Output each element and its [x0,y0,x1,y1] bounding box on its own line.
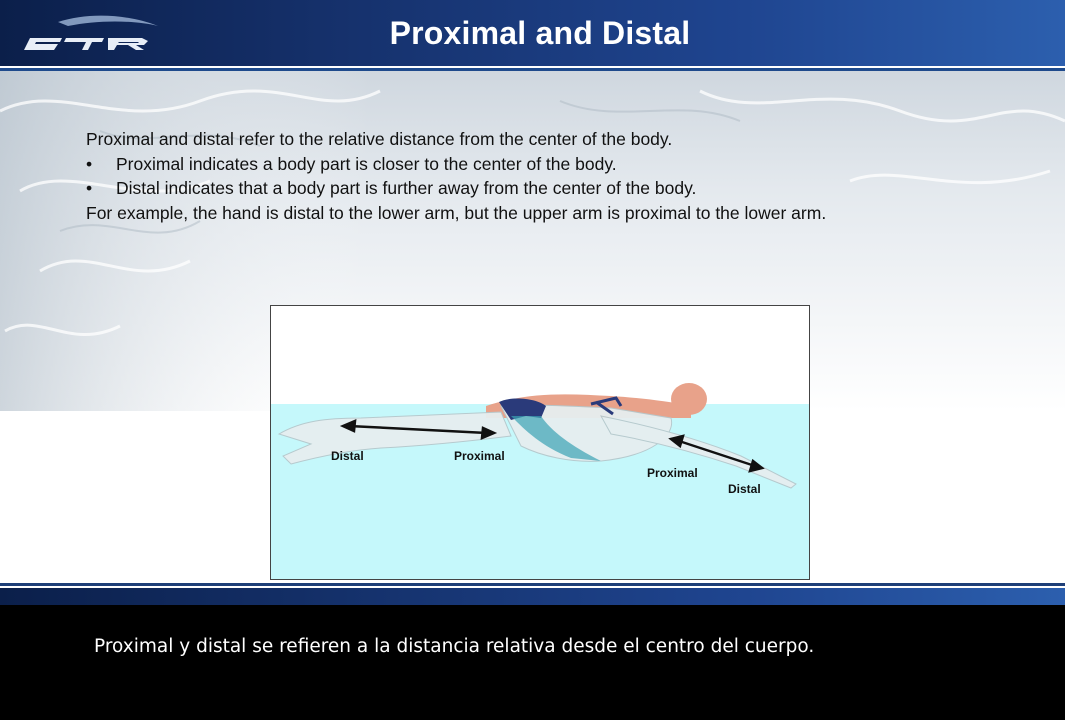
intro-text: Proximal and distal refer to the relative distance from the center of the body. [86,129,673,149]
example-text: For example, the hand is distal to the lower arm, but the upper arm is proximal to the lower arm. [86,202,827,223]
label-leg-proximal: Proximal [454,449,505,463]
body-text [86,127,1026,225]
bullet-item [86,152,1026,177]
bullet-text-proximal: Proximal indicates a body part is closer to the center of the body. [116,153,617,174]
label-arm-distal: Distal [728,482,761,496]
swimmer-head [671,383,707,415]
bullet-glyph: • [86,178,93,198]
bullet-glyph: • [86,153,93,174]
bullet-item [86,176,1026,201]
footer-bar [0,588,1065,605]
label-leg-distal: Distal [331,449,364,463]
swimmer-figure [270,305,810,580]
header-divider-accent [0,68,1065,71]
bullet-text-distal: Distal indicates that a body part is further away from the center of the body. [116,178,697,198]
label-arm-proximal: Proximal [647,466,698,480]
subtitle-caption: Proximal y distal se refieren a la distancia relativa desde el centro del cuerpo. [94,636,815,657]
slide-title: Proximal and Distal [389,15,691,51]
swimmer-illustration [271,306,810,580]
